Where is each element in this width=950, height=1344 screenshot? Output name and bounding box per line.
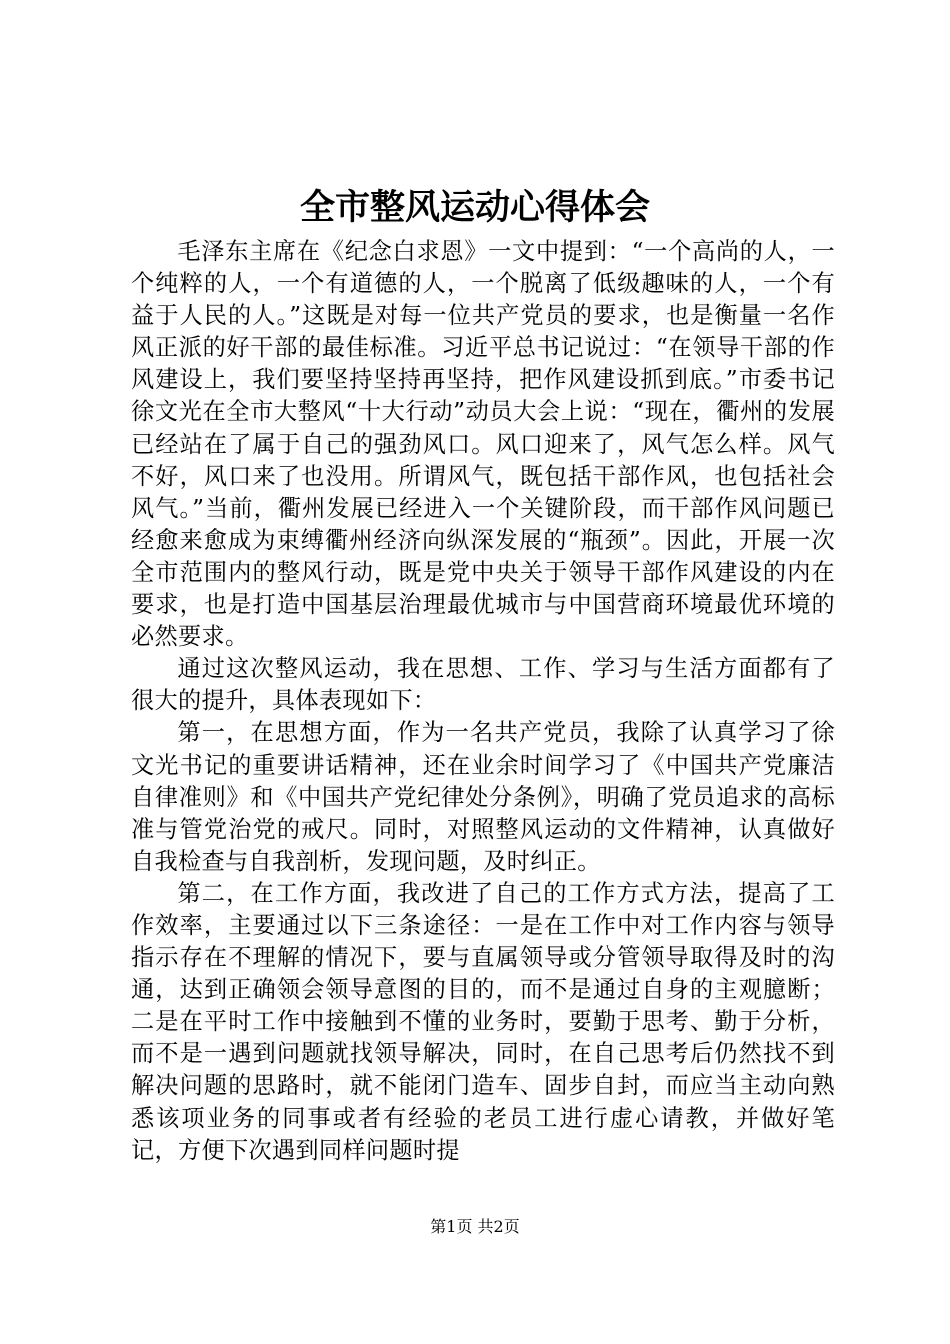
document-title: 全市整风运动心得体会 [299, 187, 650, 228]
document-body [131, 236, 835, 1167]
paragraph-intro: 毛泽东主席在《纪念白求恩》一文中提到：“一个高尚的人，一个纯粹的人，一个有道德的人，一个脱离了低级趣味的人，一个有益于人民的人。”这既是对每一位共产党员的要求，也是衡量一名作风正派的好干部的最佳标准。习近平总书记说过：“在领导干部的作风建设上，我们要坚持坚持再坚持，把作风建设抓到底。”市委书记徐文光在全市大整风“十大行动”动员大会上说：“现在，衢州的发展已经站在了属于自己的强劲风口。风口迎来了，风气怎么样。风气不好，风口来了也没用。所谓风气，既包括干部作风，也包括社会风气。”当前，衢州发展已经进入一个关键阶段，而干部作风问题已经愈来愈成为束缚衢州经济向纵深发展的“瓶颈”。因此，开展一次全市范围内的整风行动，既是党中央关于领导干部作风建设的内在要求，也是打造中国基层治理最优城市与中国营商环境最优环境的必然要求。 [131, 238, 835, 651]
page-footer: 第1页 共2页 [430, 1217, 520, 1236]
paragraph-work: 第二，在工作方面，我改进了自己的工作方式方法，提高了工作效率，主要通过以下三条途径：一是在工作中对工作内容与领导指示存在不理解的情况下，要与直属领导或分管领导取得及时的沟通，达到正确领会领导意图的目的，而不是通过自身的主观臆断；二是在平时工作中接触到不懂的业务时，要勤于思考、勤于分析，而不是一遇到问题就找领导解决，同时，在自己思考后仍然找不到解决问题的思路时，就不能闭门造车、固步自封，而应当主动向熟悉该项业务的同事或者有经验的老员工进行虚心请教，并做好笔记，方便下次遇到同样问题时提 [131, 879, 835, 1164]
paragraph-thought: 第一，在思想方面，作为一名共产党员，我除了认真学习了徐文光书记的重要讲话精神，还在业余时间学习了《中国共产党廉洁自律准则》和《中国共产党纪律处分条例》，明确了党员追求的高标准与管党治党的戒尺。同时，对照整风运动的文件精神，认真做好自我检查与自我剖析，发现问题，及时纠正。 [131, 719, 835, 875]
paragraph-summary: 通过这次整风运动，我在思想、工作、学习与生活方面都有了很大的提升，具体表现如下： [131, 655, 835, 715]
